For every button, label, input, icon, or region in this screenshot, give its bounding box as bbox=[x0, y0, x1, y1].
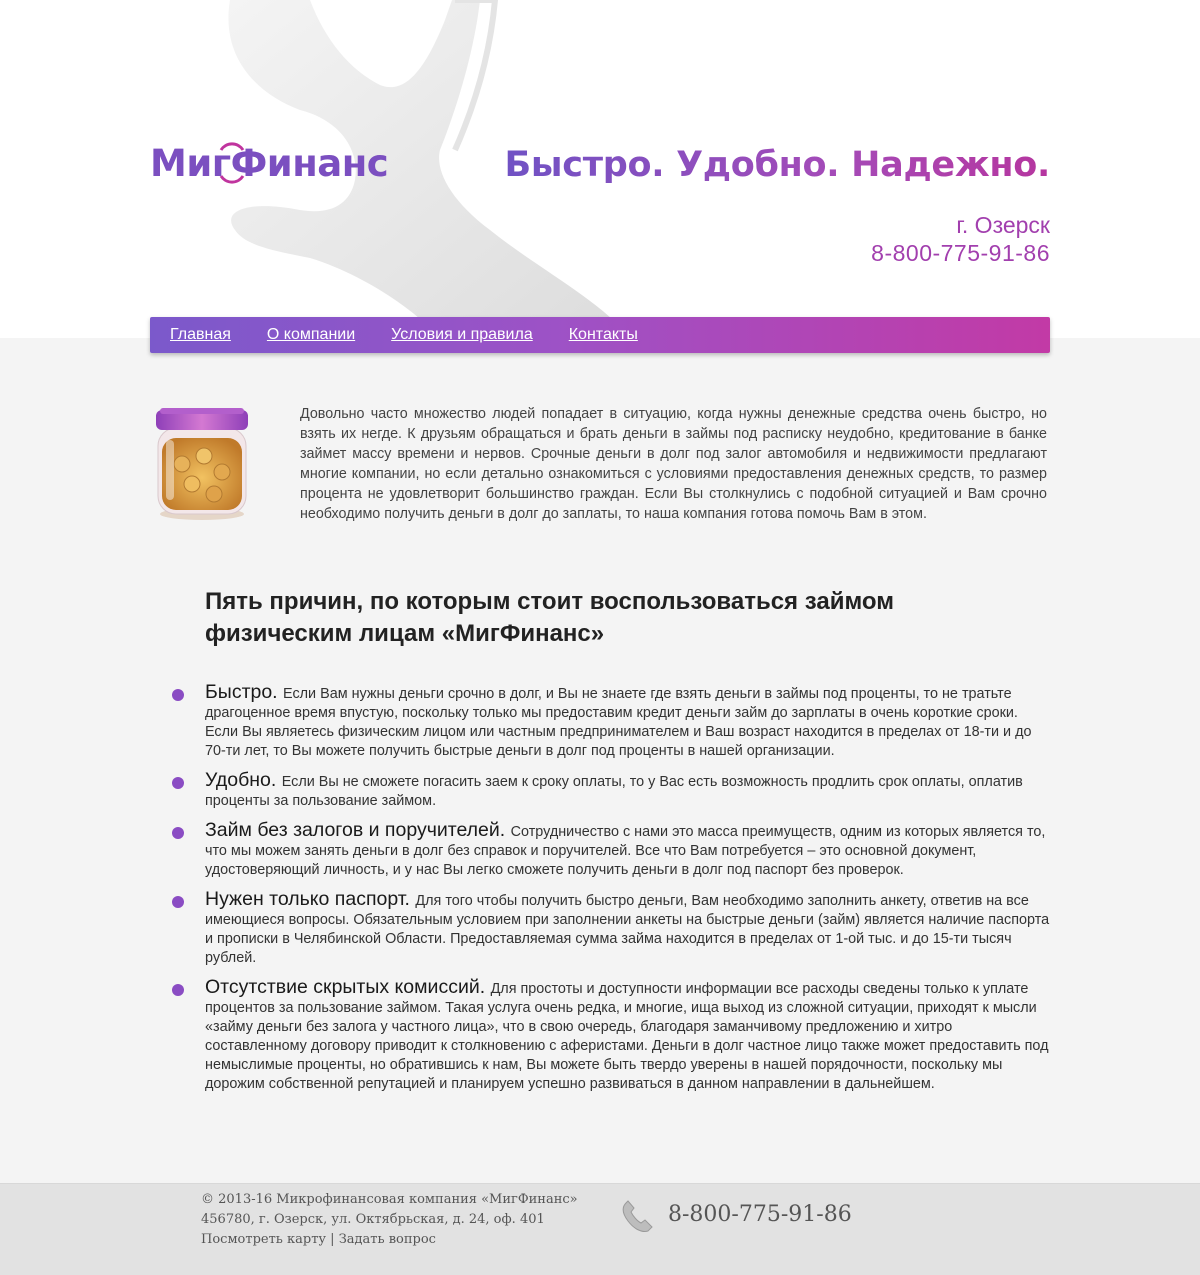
site-header bbox=[0, 0, 1200, 343]
site-logo[interactable] bbox=[150, 142, 388, 185]
reason-title: Удобно. bbox=[205, 769, 282, 791]
footer-links bbox=[201, 1230, 578, 1250]
map-link[interactable]: Посмотреть карту bbox=[201, 1232, 327, 1247]
city-label: г. Озерск bbox=[956, 212, 1050, 238]
bullet-dot-icon bbox=[172, 896, 184, 908]
reasons-heading: Пять причин, по которым стоит воспользоваться займом физическим лицам «МигФинанс» bbox=[205, 588, 894, 647]
phone-handset-icon bbox=[620, 1199, 660, 1235]
bullet-dot-icon bbox=[172, 689, 184, 701]
list-item bbox=[170, 771, 1050, 811]
reason-text: Для того чтобы получить быстро деньги, Вам необходимо заполнить анкету, ответив на все имеющиеся вопросы. Обязательным условием при заполнении анкеты на быстрые деньги (займ) является наличие паспорта и прописки в Челябинской Области. Предоставляемая сумма займа находится в пределах от 1-ой тыс. и до 15-ти тысяч рублей. bbox=[205, 893, 1050, 966]
logo-text: МигФинанс bbox=[150, 142, 389, 185]
address-text: 456780, г. Озерск, ул. Октябрьская, д. 24, оф. 401 bbox=[201, 1212, 545, 1227]
nav-item-about[interactable]: О компании bbox=[266, 326, 356, 343]
reason-text: Если Вам нужны деньги срочно в долг, и Вы не знаете где взять деньги в займы под проценты, то не тратьте драгоценное время впустую, поскольку только мы предоставим кредит деньги займ до зарплаты в очень короткие сроки. Если Вы являетесь физическим лицом или частным предпринимателем и Ваш возраст находится в пределах от 18-ти и до 70-ти лет, то Вы можете получить быстрые деньги в долг под проценты в нашей организации. bbox=[205, 686, 1032, 759]
nav-item-contacts[interactable]: Контакты bbox=[568, 326, 638, 343]
nav-item-terms[interactable]: Условия и правила bbox=[391, 326, 533, 343]
reason-text: Если Вы не сможете погасить заем к сроку оплаты, то у Вас есть возможность продлить срок оплаты, оплатив проценты за пользование займом. bbox=[205, 774, 1023, 809]
nav-item-home[interactable]: Главная bbox=[170, 326, 231, 343]
link-separator: | bbox=[326, 1232, 339, 1247]
header-phone[interactable]: 8-800-775-91-86 bbox=[871, 240, 1050, 266]
reason-text: Сотрудничество с нами это масса преимуществ, одним из которых является то, что мы можем занять деньги в долг без справок и поручителей. Все что Вам потребуется – это основной документ, удостоверяющий личность, и у нас Вы легко сможете получить деньги в долг под паспорт без проверок. bbox=[205, 824, 1046, 878]
logo-ring-icon bbox=[217, 138, 247, 188]
list-item bbox=[170, 978, 1050, 1094]
reason-title: Займ без залогов и поручителей. bbox=[205, 819, 511, 841]
list-item bbox=[170, 683, 1050, 761]
reasons-list bbox=[170, 683, 1050, 1104]
slogan: Быстро. Удобно. Надежно. bbox=[504, 145, 1050, 185]
list-item bbox=[170, 890, 1050, 968]
bullet-dot-icon bbox=[172, 984, 184, 996]
list-item bbox=[170, 821, 1050, 880]
bullet-dot-icon bbox=[172, 827, 184, 839]
bullet-dot-icon bbox=[172, 777, 184, 789]
site-footer bbox=[0, 1183, 1200, 1275]
reason-title: Отсутствие скрытых комиссий. bbox=[205, 976, 491, 998]
coin-jar-icon bbox=[152, 404, 252, 524]
reason-title: Быстро. bbox=[205, 681, 284, 703]
main-nav bbox=[150, 317, 1050, 353]
copyright-text: © 2013-16 Микрофинансовая компания «МигФинанс» bbox=[201, 1192, 578, 1207]
intro-paragraph: Довольно часто множество людей попадает в ситуацию, когда нужны денежные средства очень быстро, но взять их негде. К друзьям обращаться и брать деньги в займы под расписку неудобно, кредитование в банке займет массу времени и нервов. Срочные деньги в долг под залог автомобиля и недвижимости предлагают многие компании, но если детально ознакомиться с условиями предоставления денежных средств, то размер процента не удовлетворит большинство граждан. Если Вы столкнулись с подобной ситуацией и Вам срочно необходимо получить деньги в долг до заплаты, то наша компания готова помочь Вам в этом. bbox=[300, 406, 1047, 522]
reason-title: Нужен только паспорт. bbox=[205, 888, 416, 910]
footer-info bbox=[201, 1190, 578, 1250]
ask-question-link[interactable]: Задать вопрос bbox=[338, 1232, 436, 1247]
reason-text: Для простоты и доступности информации все расходы сведены только к уплате процентов за пользование займом. Такая услуга очень редка, и многие, ища выход из сложной ситуации, приходят к мысли «займу деньги без залога у частного лица», что в свою очередь, благодаря заманчивому предложению и хитро составленному договору приводит к столкновению с аферистами. Деньги в долг частное лицо также может предоставить под немыслимые проценты, но обратившись к нам, Вы можете быть твердо уверены в нашей порядочности, поскольку мы дорожим собственной репутацией и планируем успешно развиваться в данном направлении в дальнейшем. bbox=[205, 981, 1049, 1092]
footer-phone[interactable]: 8-800-775-91-86 bbox=[668, 1202, 852, 1227]
